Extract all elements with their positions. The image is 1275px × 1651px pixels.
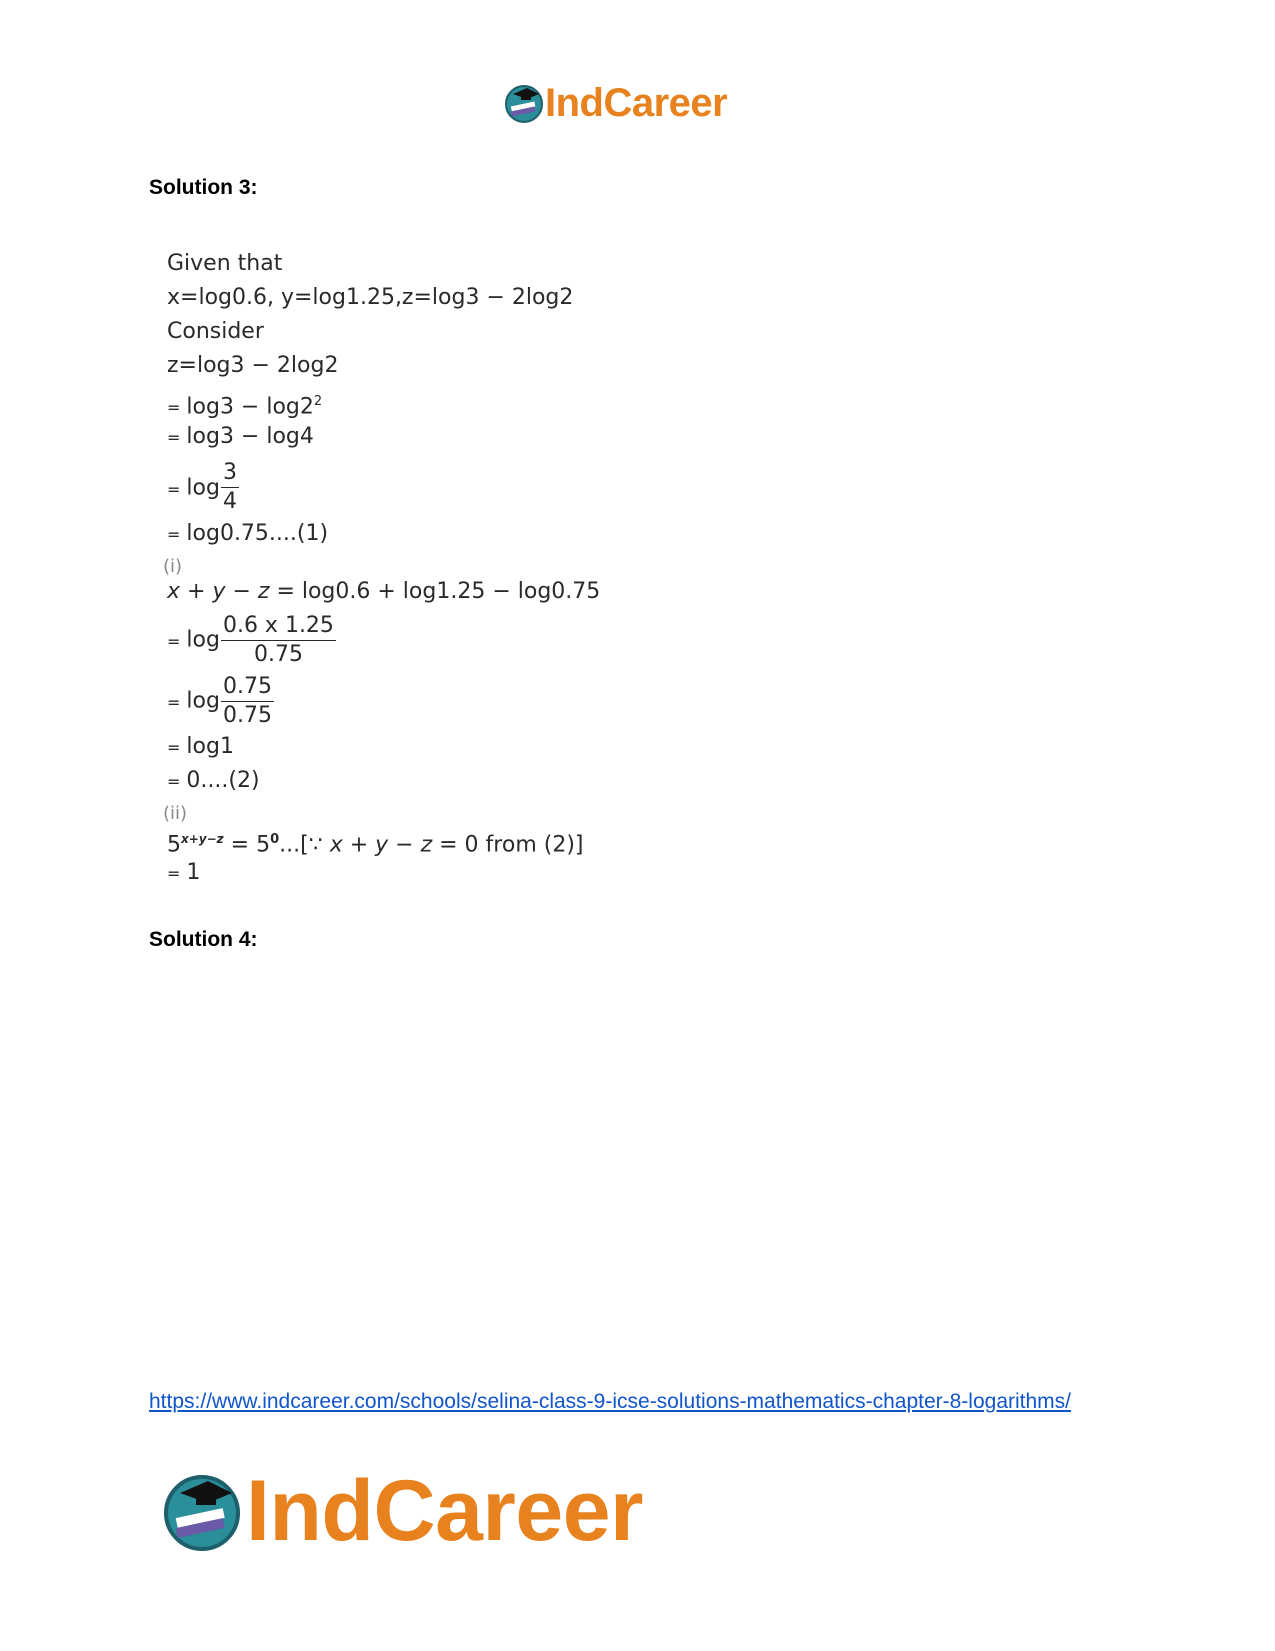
part-ii-equation: $5^{x+y-z}$ = $5^0...[\because$ x + y − z = 0 from (2)] <box>167 832 584 858</box>
solution-4-heading: Solution 4: <box>149 928 258 951</box>
source-link[interactable]: https://www.indcareer.com/schools/selina-class-9-icse-solutions-mathematics-chapter-8-logarithms/ <box>149 1390 1072 1413</box>
footer-logo <box>160 1463 643 1559</box>
part-i-step-3: = log1 <box>167 734 234 759</box>
graduation-globe-icon <box>503 82 545 124</box>
step-3-fraction: = log $\frac{3}{4}$ <box>167 460 237 514</box>
part-i-step-2: = log $\frac{0.75}{0.75}$ <box>167 674 272 728</box>
solution-3-heading: Solution 3: <box>149 176 258 199</box>
z-equation: z=log3 − 2log2 <box>167 353 339 378</box>
part-i-label: (i) <box>163 556 183 577</box>
logo-wordmark: IndCareer <box>545 81 728 125</box>
part-ii-label: (ii) <box>163 803 188 824</box>
part-i-equation: x + y − z = log0.6 + log1.25 − log0.75 <box>167 579 601 604</box>
part-i-step-1: = log $\frac{0.6 x 1.25}{0.75}$ <box>167 613 334 667</box>
given-equation: x=log0.6, y=log1.25,z=log3 − 2log2 <box>167 285 574 310</box>
consider-text: Consider <box>167 319 264 344</box>
step-4: = log0.75....(1) <box>167 521 329 546</box>
part-ii-result: = 1 <box>167 860 201 885</box>
graduation-globe-icon <box>160 1469 244 1553</box>
logo-wordmark: IndCareer <box>246 1463 643 1559</box>
step-2: = log3 − log4 <box>167 424 314 449</box>
step-1: = $\log 3 - \log 2^2$ <box>167 394 323 420</box>
given-text: Given that <box>167 251 283 276</box>
part-i-step-4: = 0....(2) <box>167 768 260 793</box>
header-logo <box>503 80 727 126</box>
